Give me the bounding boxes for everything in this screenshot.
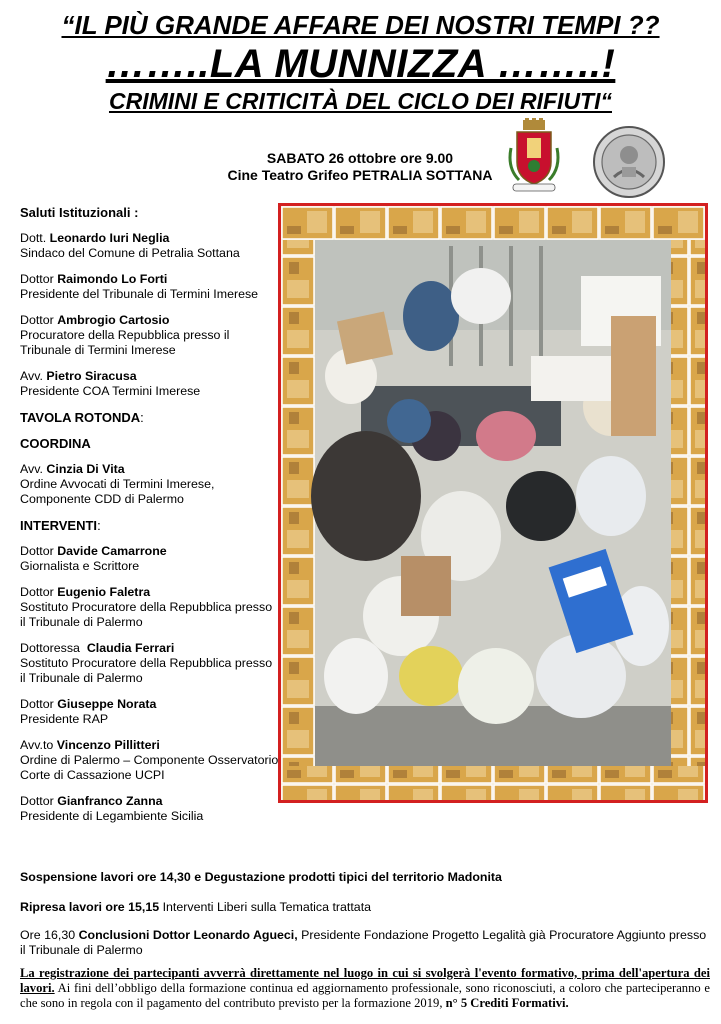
headline-line-3: CRIMINI E CRITICITÀ DEL CICLO DEI RIFIUTI“ [108,88,612,114]
speaker-siracusa: Avv. Pietro Siracusa Presidente COA Termini Imerese [20,369,201,398]
banknote-border-bottom [281,766,705,800]
speakers-column [20,205,280,835]
sospensione-line: Sospensione lavori ore 14,30 e Degustazione prodotti tipici del territorio Madonita [20,870,502,884]
speaker-faletra: Dottor Eugenio Faletra Sostituto Procuratore della Repubblica presso il Tribunale di Palermo [20,585,273,629]
speaker-cartosio: Dottor Ambrogio Cartosio Procuratore della Repubblica presso il Tribunale di Termini Imerese [20,313,230,357]
banknote-border-top [281,206,705,240]
speaker-neglia: Dott. Leonardo Iuri Neglia Sindaco del Comune di Petralia Sottana [20,231,240,260]
coordina-heading: COORDINA [20,436,91,451]
garbage-photo [278,203,708,803]
saluti-heading: Saluti Istituzionali : [20,205,139,220]
speaker-zanna: Dottor Gianfranco Zanna Presidente di Legambiente Sicilia [20,794,204,823]
banknote-border-left [281,240,315,766]
tavola-heading: TAVOLA ROTONDA: [20,410,144,425]
headline-line-2: ……..LA MUNNIZZA ……..! [105,42,616,86]
speaker-camarrone: Dottor Davide Camarrone Giornalista e Scrittore [20,544,167,573]
ripresa-line: Ripresa lavori ore 15,15 Interventi Liberi sulla Tematica trattata [20,900,372,914]
headline-line-1: “IL PIÙ GRANDE AFFARE DEI NOSTRI TEMPI ?? [61,10,660,40]
conclusioni-line: Ore 16,30 Conclusioni Dottor Leonardo Agueci, Presidente Fondazione Progetto Legalità già Procuratore Aggiunto presso il Tribunale di Palermo [20,928,707,957]
speaker-di-vita: Avv. Cinzia Di Vita Ordine Avvocati di Termini Imerese, Componente CDD di Palermo [20,462,215,506]
speaker-lo-forti: Dottor Raimondo Lo Forti Presidente del Tribunale di Termini Imerese [20,272,259,301]
photo-illustration [281,206,705,800]
event-date: SABATO 26 ottobre ore 9.00 [266,150,454,166]
seal-icon [592,125,666,199]
banknote-border-right [671,240,705,766]
coat-of-arms-icon [505,118,563,196]
event-venue: Cine Teatro Grifeo PETRALIA SOTTANA [227,167,493,183]
speaker-pillitteri: Avv.to Vincenzo Pillitteri Ordine di Palermo – Componente Osservatorio Corte di Cassazione UCPI [20,738,279,782]
registration-note: La registrazione dei partecipanti avverrà direttamente nel luogo in cui si svolgerà l'evento formativo, prima dell'apertura dei lavori. Ai fini dell’obbligo della formazione continua ed aggiornamento professionale, sono riconosciuti, a coloro che parteciperanno e che sono in regola con il pagamento del contributo previsto per la formazione 2019, n° 5 Crediti Formativi. [20,966,710,1010]
speaker-norata: Dottor Giuseppe Norata Presidente RAP [20,697,157,726]
interventi-heading: INTERVENTI: [20,518,101,533]
speaker-ferrari: Dottoressa Claudia Ferrari Sostituto Procuratore della Repubblica presso il Tribunale di Palermo [20,641,273,685]
